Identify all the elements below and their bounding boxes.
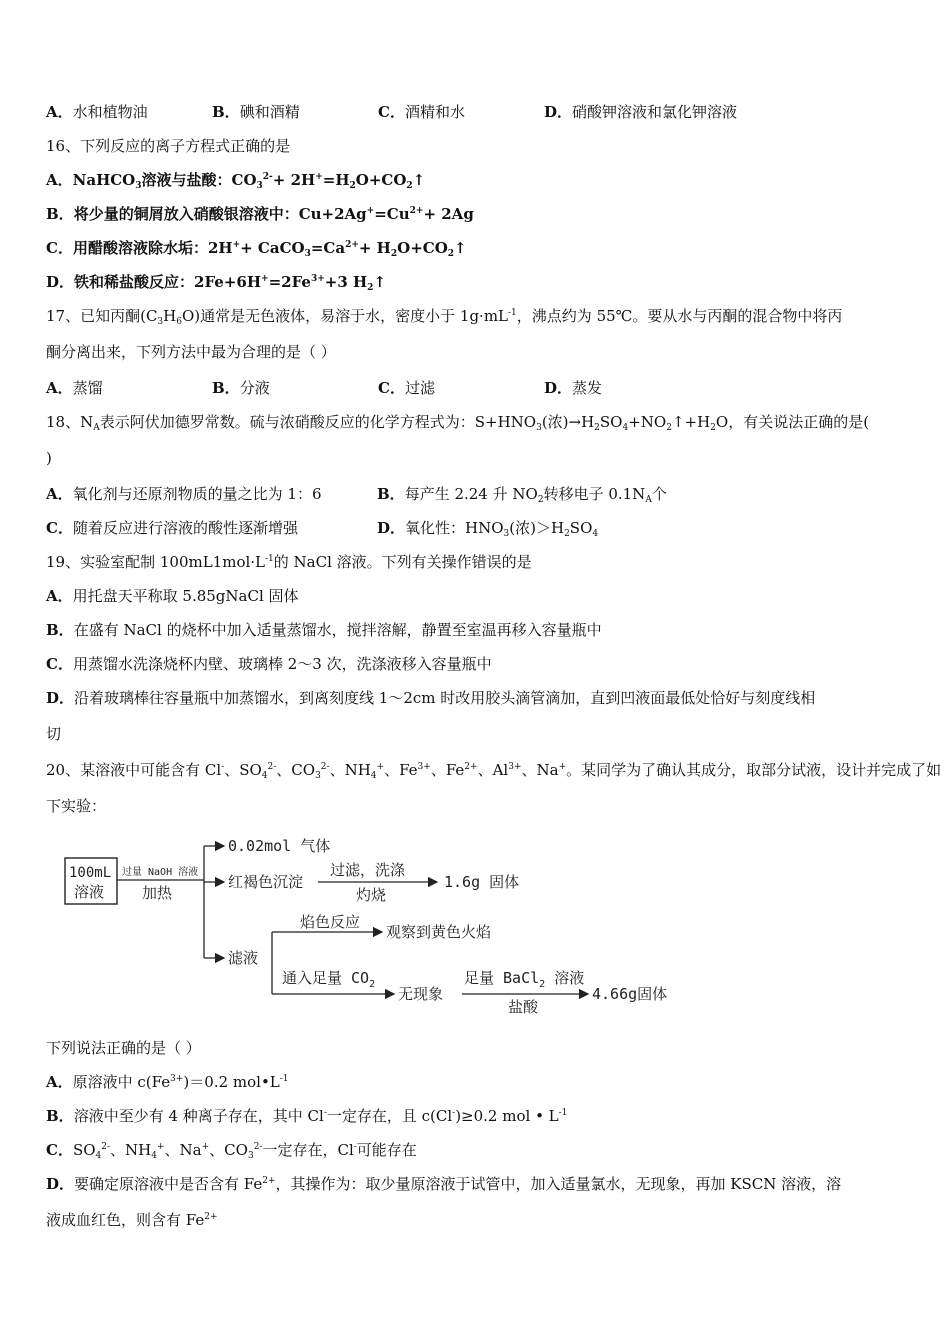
q17-option-c: C．过滤 <box>378 379 435 397</box>
q19-stem: 19、实验室配制 $100mL1mol\cdot L^{-1}$的 NaCl 溶液。下列有关操作错误的是 <box>46 553 532 571</box>
q18-stem-line2: ) <box>46 449 52 467</box>
q16-stem: 16、下列反应的离子方程式正确的是 <box>46 137 291 155</box>
q19-option-c: C．用蒸馏水洗涤烧杯内壁、玻璃棒 2～3 次，洗涤液移入容量瓶中 <box>46 655 492 673</box>
q20-stem: 20、某溶液中可能含有 Cl-、$SO_4^{2-}$、$CO_3^{2-}$、$NH_4^+$、$Fe^{3+}$、$Fe^{2+}$、$Al^{3+}$、Na+。某同学为了确认其成分，取部分试液，设计并完成了如 <box>46 761 942 781</box>
q18-option-a: A．氧化剂与还原剂物质的量之比为 1：6 <box>46 485 322 503</box>
q15-option-a: A．水和植物油 <box>46 103 148 121</box>
q19-option-a: A．用托盘天平称取 5.85gNaCl 固体 <box>46 587 299 605</box>
bacl2-reagent-label: 足量 BaCl$_2$ 溶液 <box>464 969 585 990</box>
q20-option-d-line2: 液成血红色，则含有 $Fe^{2+}$ <box>46 1211 218 1229</box>
q19-option-b: B．在盛有 NaCl 的烧杯中加入适量蒸馏水，搅拌溶解，静置至室温再移入容量瓶中 <box>46 621 602 639</box>
yellow-flame-label: 观察到黄色火焰 <box>386 923 492 941</box>
q15-option-c: C．酒精和水 <box>378 103 465 121</box>
q18-option-c: C．随着反应进行溶液的酸性逐渐增强 <box>46 519 298 537</box>
calcine-label: 灼烧 <box>356 886 387 904</box>
q18-option-d: D．氧化性：$HNO_3$(浓)$>H_2SO_4$ <box>377 519 599 539</box>
box-solution-label: 溶液 <box>74 883 105 901</box>
q16-option-a: A．NaHCO$_3$溶液与盐酸：$CO_3^{2-}+$ $2H^+=H_2O+CO_2↑$ <box>46 171 426 191</box>
q18-options-ab <box>46 484 667 504</box>
q15-option-b: B．碘和酒精 <box>212 103 300 121</box>
q20-option-b: B．溶液中至少有 4 种离子存在，其中 Cl-一定存在，且 c(Cl-)≥0.2 mol • $L^{-1}$ <box>46 1107 568 1125</box>
gas-product-label: 0.02mol 气体 <box>228 837 331 855</box>
q15-options <box>46 102 737 122</box>
filtrate-label: 滤液 <box>228 949 259 967</box>
naoh-reagent-label: 过量 NaOH 溶液 <box>122 867 199 878</box>
q17-option-a: A．蒸馏 <box>46 379 103 397</box>
q18-option-b: B．每产生 2.24 升 $NO_2$转移电子 $0.1N_A$个 <box>377 485 667 505</box>
hydrochloric-acid-label: 盐酸 <box>508 998 539 1016</box>
q16-option-c: C．用醋酸溶液除水垢：$2H^++ CaCO_3=Ca^{2+}+$ $H_2O+CO_2↑$ <box>46 239 467 259</box>
q18-stem: 18、$N_A$表示阿伏加德罗常数。硫与浓硝酸反应的化学方程式为：$S+HNO_3$(浓)$\to H_2SO_4+NO_2↑+H_2O$，有关说法正确的是( <box>46 413 870 433</box>
precipitate-label: 红褐色沉淀 <box>228 873 304 891</box>
q17-options <box>46 378 602 398</box>
q18-options-cd <box>46 518 598 538</box>
q20-option-a: A．原溶液中 $c(Fe^{3+})=0.2$ $mol•L^{-1}$ <box>46 1073 289 1091</box>
q20-option-d: D．要确定原溶液中是否含有 $Fe^{2+}$，其操作为：取少量原溶液于试管中，加入适量氯水，无现象，再加 KSCN 溶液，溶 <box>46 1175 842 1193</box>
q19-option-d-line2: 切 <box>46 725 62 743</box>
q20-question: 下列说法正确的是（ ） <box>46 1039 201 1057</box>
flame-test-label: 焰色反应 <box>300 913 361 931</box>
solid-1-6g-label: 1.6g 固体 <box>444 873 520 891</box>
co2-label: 通入足量 $CO_2$ <box>282 969 376 990</box>
box-volume-label: 100mL <box>69 865 112 881</box>
no-change-label: 无现象 <box>398 985 444 1003</box>
experiment-flow-diagram <box>60 832 700 1022</box>
q17-stem: 17、已知丙酮$(C_3H_6O)$通常是无色液体，易溶于水，密度小于 $1g\cdot mL^{-1}$，沸点约为 55℃。要从水与丙酮的混合物中将丙 <box>46 307 843 327</box>
q19-option-d: D．沿着玻璃棒往容量瓶中加蒸馏水，到离刻度线 1～2cm 时改用胶头滴管滴加，直到凹液面最低处恰好与刻度线相 <box>46 689 816 707</box>
heat-condition-label: 加热 <box>142 884 173 902</box>
q17-option-b: B．分液 <box>212 379 270 397</box>
q17-stem-line2: 酮分离出来，下列方法中最为合理的是（ ） <box>46 343 336 361</box>
q16-option-d: D．铁和稀盐酸反应：$2Fe+6H^+=2Fe^{3+}+3$ $H_2↑$ <box>46 273 387 293</box>
q17-option-d: D．蒸发 <box>544 379 603 397</box>
q16-option-b: B．将少量的铜屑放入硝酸银溶液中：$Cu+2Ag^+=Cu^{2+}+ 2Ag$ <box>46 205 474 223</box>
q15-option-d: D．硝酸钾溶液和氯化钾溶液 <box>544 103 738 121</box>
q20-option-c: C．$SO_4^{2-}$、$NH_4^+$、Na+、$CO_3^{2-}$一定存在，Cl-可能存在 <box>46 1141 417 1161</box>
q20-stem-line2: 下实验： <box>46 797 107 815</box>
solid-4-66g-label: 4.66g固体 <box>592 985 668 1003</box>
filter-wash-label: 过滤，洗涤 <box>330 861 406 879</box>
